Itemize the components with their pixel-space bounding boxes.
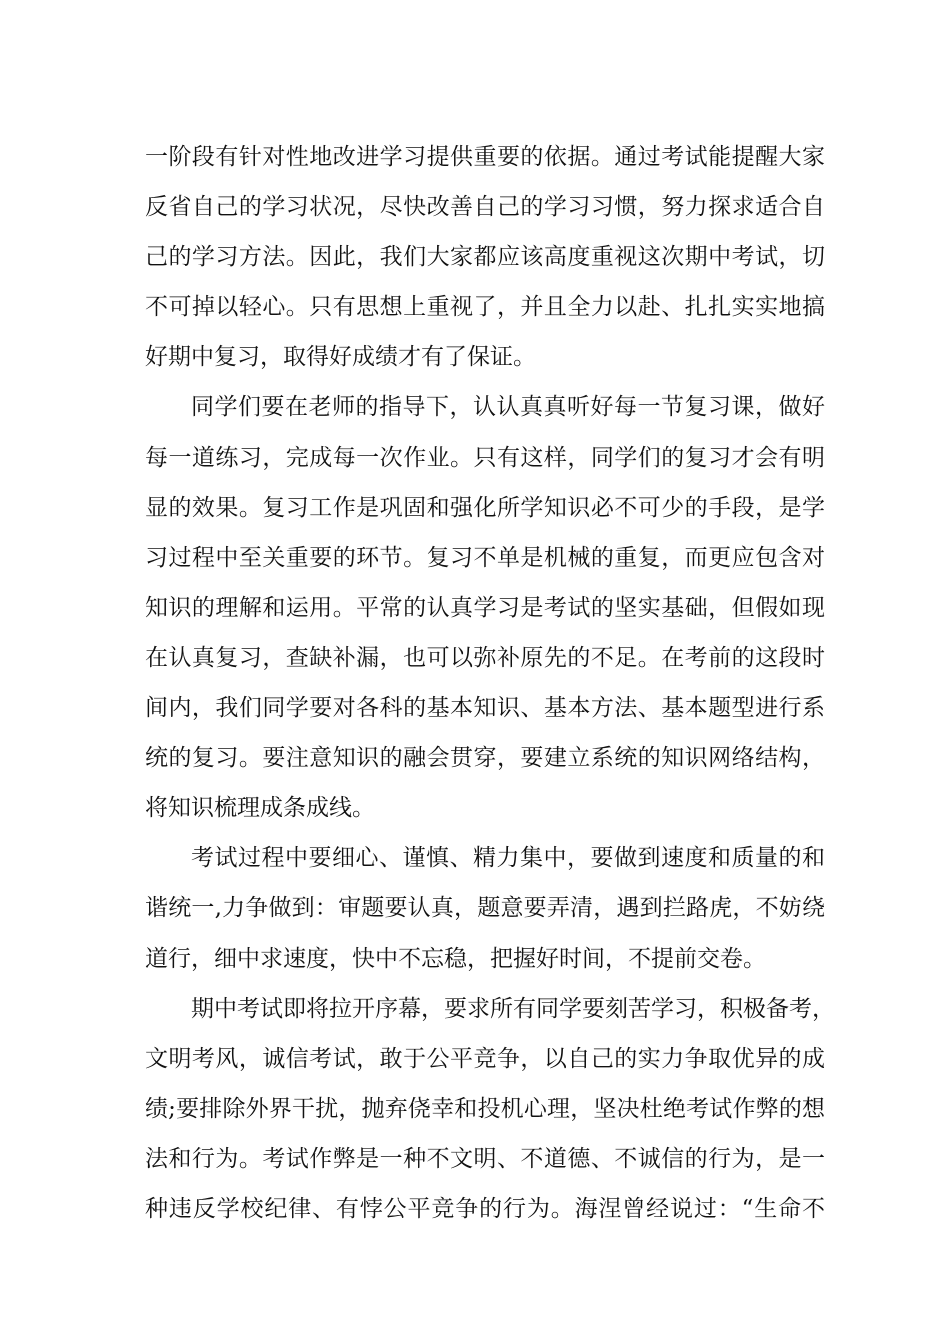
text-line: 间内，我们同学要对各科的基本知识、基本方法、基本题型进行系 bbox=[145, 695, 825, 722]
text-line: 每一道练习，完成每一次作业。只有这样，同学们的复习才会有明 bbox=[145, 444, 825, 471]
text-line: 种违反学校纪律、有悖公平竞争的行为。海涅曾经说过：“生命不 bbox=[145, 1195, 825, 1222]
text-line: 显的效果。复习工作是巩固和强化所学知识必不可少的手段，是学 bbox=[145, 494, 825, 521]
paragraph-first-line: 考试过程中要细心、谨慎、精力集中，要做到速度和质量的和 bbox=[191, 845, 825, 872]
text-line: 不可掉以轻心。只有思想上重视了，并且全力以赴、扎扎实实地搞 bbox=[145, 294, 825, 321]
text-line: 统的复习。要注意知识的融会贯穿，要建立系统的知识网络结构， bbox=[145, 745, 825, 772]
paragraph-first-line: 期中考试即将拉开序幕，要求所有同学要刻苦学习，积极备考， bbox=[191, 995, 835, 1022]
text-line: 文明考风，诚信考试，敢于公平竞争，以自己的实力争取优异的成 bbox=[145, 1045, 825, 1072]
text-line: 一阶段有针对性地改进学习提供重要的依据。通过考试能提醒大家 bbox=[145, 144, 825, 170]
text-line: 将知识梳理成条成线。 bbox=[145, 795, 375, 822]
text-line: 在认真复习，查缺补漏，也可以弥补原先的不足。在考前的这段时 bbox=[145, 644, 825, 671]
text-line: 道行，细中求速度，快中不忘稳，把握好时间，不提前交卷。 bbox=[145, 945, 766, 972]
text-line: 反省自己的学习状况，尽快改善自己的学习习惯，努力探求适合自 bbox=[145, 194, 825, 221]
text-line: 绩;要排除外界干扰，抛弃侥幸和投机心理，坚决杜绝考试作弊的想 bbox=[145, 1095, 825, 1122]
text-line: 知识的理解和运用。平常的认真学习是考试的坚实基础，但假如现 bbox=[145, 594, 825, 621]
body-text bbox=[145, 132, 835, 1234]
text-line: 谐统一,力争做到：审题要认真，题意要弄清，遇到拦路虎，不妨绕 bbox=[145, 895, 825, 922]
text-line: 己的学习方法。因此，我们大家都应该高度重视这次期中考试，切 bbox=[145, 244, 825, 271]
text-line: 习过程中至关重要的环节。复习不单是机械的重复，而更应包含对 bbox=[145, 544, 825, 571]
text-line: 好期中复习，取得好成绩才有了保证。 bbox=[145, 344, 536, 371]
paragraph-first-line: 同学们要在老师的指导下，认认真真听好每一节复习课，做好 bbox=[191, 394, 825, 421]
text-line: 法和行为。考试作弊是一种不文明、不道德、不诚信的行为，是一 bbox=[145, 1145, 825, 1172]
